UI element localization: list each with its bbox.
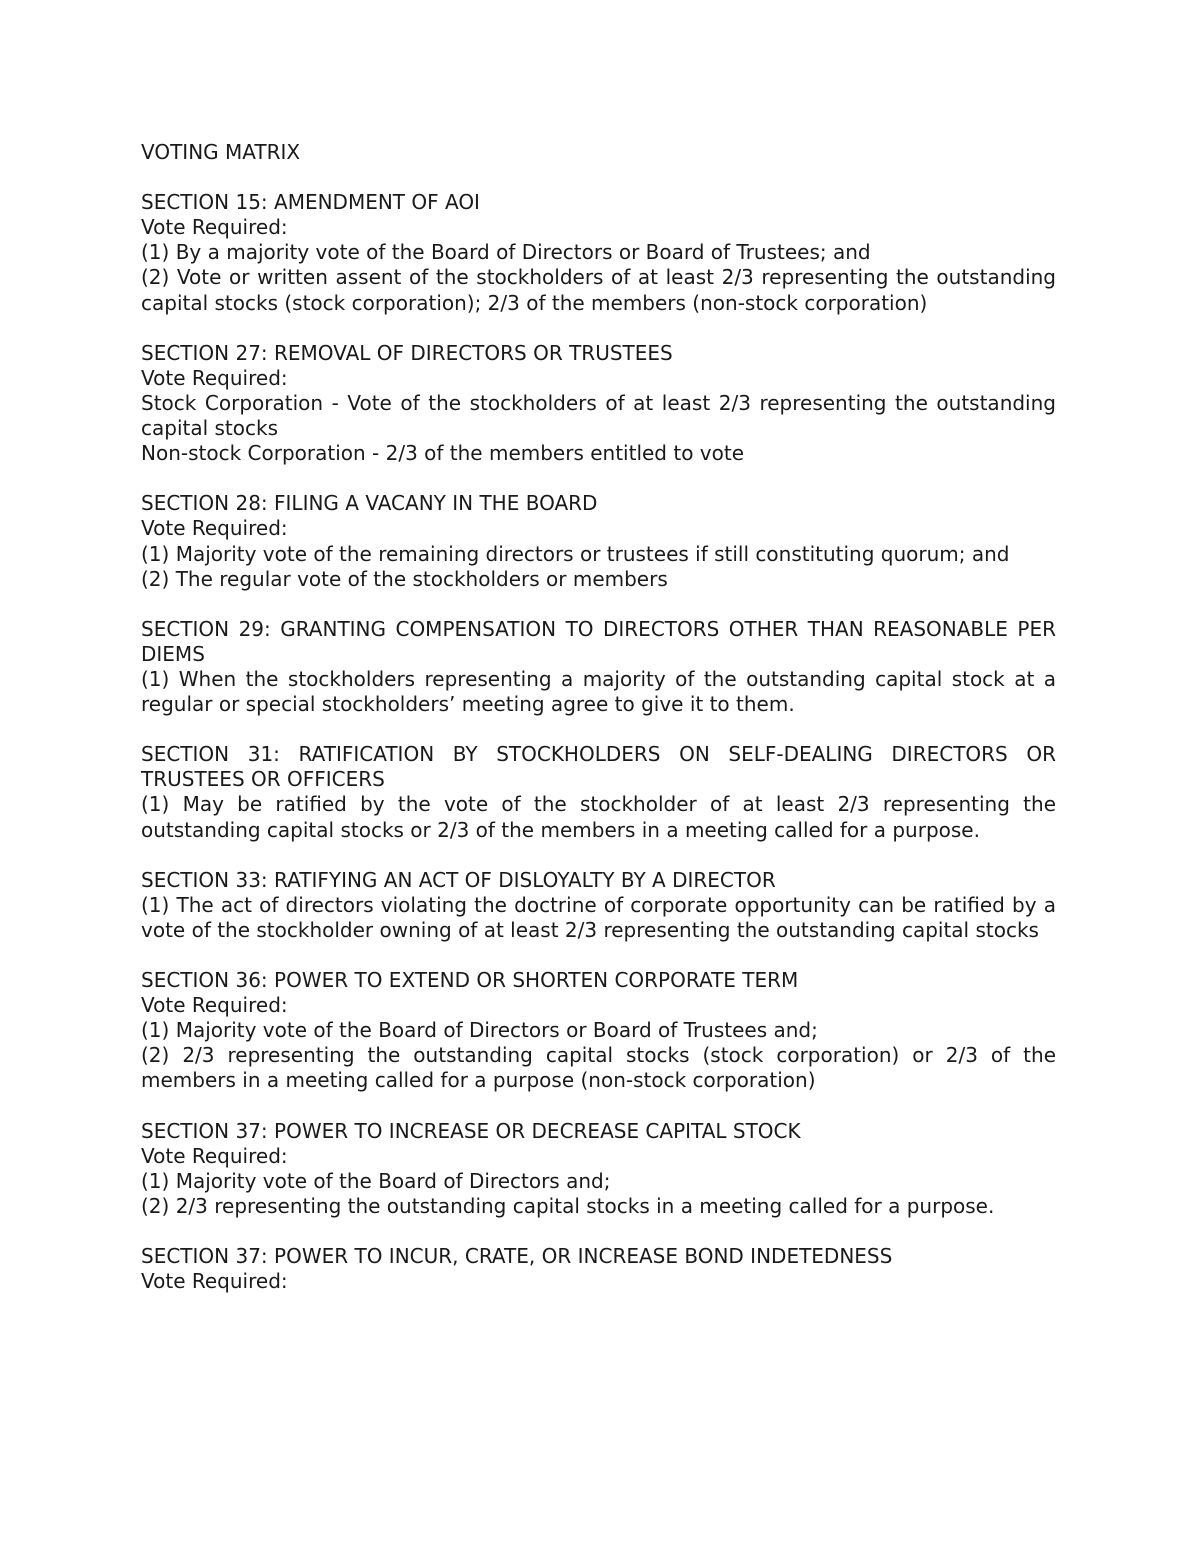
document-page (141, 140, 1056, 1319)
section-line: (2) 2/3 representing the outstanding capital stocks (stock corporation) or 2/3 of the members in a meeting called for a purpose (non-stock corporation) (141, 1043, 1056, 1093)
section-line: Vote Required: (141, 365, 288, 390)
section-line: (1) May be ratified by the vote of the stockholder of at least 2/3 representing the outstanding capital stocks or 2/3 of the members in a meeting called for a purpose. (141, 792, 1056, 842)
section-heading: SECTION 37: POWER TO INCUR, CRATE, OR INCREASE BOND INDETEDNESS (141, 1244, 893, 1269)
section-heading: SECTION 36: POWER TO EXTEND OR SHORTEN CORPORATE TERM (141, 968, 799, 993)
section-heading: SECTION 15: AMENDMENT OF AOI (141, 190, 480, 215)
section-37-bond-indebtedness (141, 1244, 1056, 1294)
section-line: Vote Required: (141, 1269, 288, 1294)
section-heading: SECTION 37: POWER TO INCREASE OR DECREASE CAPITAL STOCK (141, 1118, 801, 1143)
section-line: (1) The act of directors violating the doctrine of corporate opportunity can be ratified by a vote of the stockholder owning of at least 2/3 representing the outstanding capital stocks (141, 892, 1056, 942)
section-line: Stock Corporation - Vote of the stockholders of at least 2/3 representing the outstanding capital stocks (141, 390, 1056, 441)
section-line: Vote Required: (141, 1143, 288, 1168)
section-27 (141, 341, 1056, 466)
section-33 (141, 868, 1056, 943)
section-line: (1) Majority vote of the remaining directors or trustees if still constituting quorum; and (141, 541, 1010, 566)
section-36 (141, 968, 1056, 1093)
section-15 (141, 190, 1056, 315)
section-line: Vote Required: (141, 516, 288, 541)
section-29 (141, 617, 1056, 717)
section-heading: SECTION 29: GRANTING COMPENSATION TO DIRECTORS OTHER THAN REASONABLE PER DIEMS (141, 616, 1056, 666)
section-heading: SECTION 27: REMOVAL OF DIRECTORS OR TRUSTEES (141, 340, 673, 365)
section-line: Vote Required: (141, 215, 288, 240)
section-line: (1) Majority vote of the Board of Directors and; (141, 1168, 611, 1193)
section-line: (1) By a majority vote of the Board of Directors or Board of Trustees; and (141, 240, 871, 265)
document-title: VOTING MATRIX (141, 140, 301, 164)
section-line: (2) Vote or written assent of the stockholders of at least 2/3 representing the outstanding capital stocks (stock corporation); 2/3 of the members (non-stock corporation) (141, 265, 1056, 315)
section-line: (1) Majority vote of the Board of Directors or Board of Trustees and; (141, 1018, 818, 1043)
section-37-capital-stock (141, 1119, 1056, 1219)
section-line: (2) The regular vote of the stockholders or members (141, 566, 668, 591)
section-heading: SECTION 31: RATIFICATION BY STOCKHOLDERS ON SELF-DEALING DIRECTORS OR TRUSTEES OR OFFICERS (141, 742, 1056, 792)
section-31 (141, 742, 1056, 842)
section-28 (141, 491, 1056, 591)
section-line: Vote Required: (141, 993, 288, 1018)
section-heading: SECTION 28: FILING A VACANY IN THE BOARD (141, 491, 598, 516)
section-heading: SECTION 33: RATIFYING AN ACT OF DISLOYALTY BY A DIRECTOR (141, 867, 776, 892)
section-line: (2) 2/3 representing the outstanding capital stocks in a meeting called for a purpose. (141, 1193, 995, 1218)
section-line: Non-stock Corporation - 2/3 of the members entitled to vote (141, 441, 745, 466)
section-line: (1) When the stockholders representing a majority of the outstanding capital stock at a regular or special stockholders’ meeting agree to give it to them. (141, 666, 1056, 717)
